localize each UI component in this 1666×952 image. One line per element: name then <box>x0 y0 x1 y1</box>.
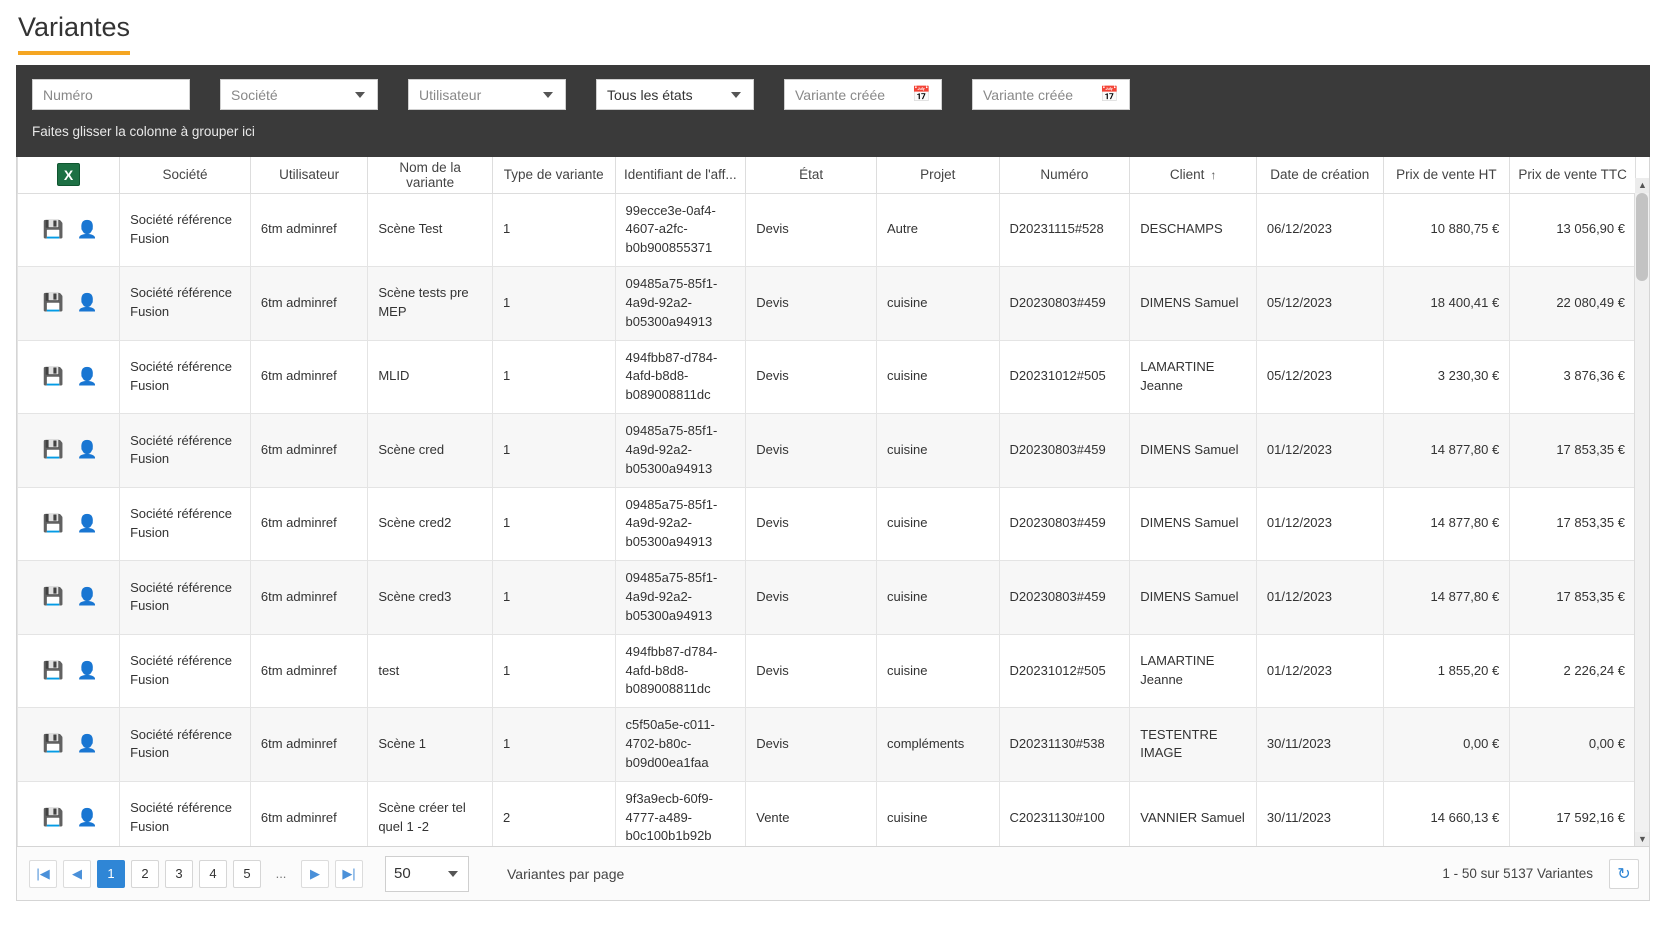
cell-nom: Scène 1 <box>368 708 493 782</box>
cell-projet: compléments <box>876 708 999 782</box>
cell-nom: test <box>368 634 493 708</box>
cell-type: 1 <box>492 708 615 782</box>
cell-numero: D20230803#459 <box>999 561 1130 635</box>
cell-prix-ttc: 2 226,24 € <box>1510 634 1636 708</box>
page-button-3[interactable]: 3 <box>165 860 193 888</box>
cell-prix-ttc: 17 853,35 € <box>1510 561 1636 635</box>
numero-input-placeholder: Numéro <box>43 86 93 103</box>
cell-utilisateur: 6tm adminref <box>250 193 367 267</box>
col-prix-ttc[interactable]: Prix de vente TTC <box>1510 157 1636 193</box>
societe-select[interactable] <box>220 79 378 110</box>
col-date-creation[interactable]: Date de création <box>1256 157 1383 193</box>
cell-utilisateur: 6tm adminref <box>250 561 367 635</box>
prev-page-button[interactable]: ◀ <box>63 860 91 888</box>
cell-numero: D20231115#528 <box>999 193 1130 267</box>
cell-type: 1 <box>492 414 615 488</box>
cell-client: LAMARTINE Jeanne <box>1130 340 1257 414</box>
cell-nom: Scène créer tel quel 1 -2 <box>368 781 493 847</box>
sort-ascending-icon: ↑ <box>1210 168 1217 183</box>
last-page-button[interactable]: ▶| <box>335 860 363 888</box>
user-row-icon[interactable]: 👤 <box>76 219 98 239</box>
save-row-icon[interactable]: 💾 <box>42 808 64 828</box>
cell-societe: Société référence Fusion <box>120 193 251 267</box>
save-row-icon[interactable]: 💾 <box>42 660 64 680</box>
cell-client: LAMARTINE Jeanne <box>1130 634 1257 708</box>
grid-footer <box>16 847 1650 901</box>
cell-client: DESCHAMPS <box>1130 193 1257 267</box>
cell-societe: Société référence Fusion <box>120 781 251 847</box>
cell-projet: cuisine <box>876 634 999 708</box>
cell-type: 1 <box>492 561 615 635</box>
cell-utilisateur: 6tm adminref <box>250 487 367 561</box>
row-actions[interactable] <box>18 708 120 782</box>
cell-prix-ttc: 17 853,35 € <box>1510 414 1636 488</box>
row-actions[interactable] <box>18 781 120 847</box>
cell-numero: D20231012#505 <box>999 634 1130 708</box>
cell-prix-ht: 14 877,80 € <box>1383 414 1510 488</box>
user-row-icon[interactable]: 👤 <box>76 293 98 313</box>
cell-societe: Société référence Fusion <box>120 561 251 635</box>
cell-nom: Scène tests pre MEP <box>368 267 493 341</box>
col-identifiant[interactable]: Identifiant de l'aff... <box>615 157 746 193</box>
cell-etat: Devis <box>746 634 877 708</box>
date-from-placeholder: Variante créée <box>795 86 886 103</box>
scroll-up-icon[interactable]: ▲ <box>1635 178 1650 193</box>
table-row[interactable] <box>18 414 1636 488</box>
cell-prix-ttc: 22 080,49 € <box>1510 267 1636 341</box>
refresh-button[interactable]: ↻ <box>1609 859 1639 889</box>
row-actions[interactable] <box>18 414 120 488</box>
cell-nom: Scène cred2 <box>368 487 493 561</box>
export-column-header[interactable] <box>18 157 120 193</box>
cell-prix-ttc: 17 853,35 € <box>1510 487 1636 561</box>
table-header-row <box>18 157 1636 193</box>
cell-type: 1 <box>492 267 615 341</box>
cell-utilisateur: 6tm adminref <box>250 781 367 847</box>
table-body <box>18 193 1636 847</box>
table-row[interactable] <box>18 781 1636 847</box>
page-button-2[interactable]: 2 <box>131 860 159 888</box>
chevron-down-icon <box>448 871 458 877</box>
cell-prix-ttc: 0,00 € <box>1510 708 1636 782</box>
scrollbar-thumb[interactable] <box>1636 193 1648 281</box>
chevron-down-icon <box>355 92 365 98</box>
chevron-down-icon <box>543 92 553 98</box>
cell-prix-ht: 10 880,75 € <box>1383 193 1510 267</box>
cell-projet: cuisine <box>876 340 999 414</box>
cell-projet: cuisine <box>876 487 999 561</box>
save-row-icon[interactable]: 💾 <box>42 440 64 460</box>
per-page-label: Variantes par page <box>507 865 625 882</box>
cell-etat: Devis <box>746 708 877 782</box>
col-etat[interactable]: État <box>746 157 877 193</box>
cell-utilisateur: 6tm adminref <box>250 634 367 708</box>
records-summary: 1 - 50 sur 5137 Variantes <box>1442 866 1593 881</box>
etat-select-label: Tous les états <box>607 86 693 103</box>
cell-client: VANNIER Samuel <box>1130 781 1257 847</box>
variantes-table <box>17 157 1636 847</box>
cell-client: DIMENS Samuel <box>1130 267 1257 341</box>
cell-client: DIMENS Samuel <box>1130 414 1257 488</box>
cell-client: DIMENS Samuel <box>1130 487 1257 561</box>
row-actions[interactable] <box>18 193 120 267</box>
cell-identifiant: 09485a75-85f1-4a9d-92a2-b05300a94913 <box>615 267 746 341</box>
col-client[interactable] <box>1130 157 1257 193</box>
cell-identifiant: 99ecce3e-0af4-4607-a2fc-b0b900855371 <box>615 193 746 267</box>
etat-select[interactable] <box>596 79 754 110</box>
calendar-icon[interactable]: 📅 <box>1100 86 1119 103</box>
row-actions[interactable] <box>18 487 120 561</box>
numero-input[interactable] <box>32 79 190 110</box>
cell-numero: C20231130#100 <box>999 781 1130 847</box>
cell-nom: Scène Test <box>368 193 493 267</box>
cell-identifiant: 494fbb87-d784-4afd-b8d8-b089008811dc <box>615 340 746 414</box>
cell-nom: Scène cred3 <box>368 561 493 635</box>
cell-identifiant: 09485a75-85f1-4a9d-92a2-b05300a94913 <box>615 561 746 635</box>
cell-numero: D20230803#459 <box>999 414 1130 488</box>
cell-client: TESTENTRE IMAGE <box>1130 708 1257 782</box>
cell-etat: Devis <box>746 340 877 414</box>
vertical-scrollbar[interactable] <box>1634 180 1649 847</box>
utilisateur-select-label: Utilisateur <box>419 86 482 103</box>
filter-controls <box>32 79 1634 110</box>
cell-prix-ht: 14 877,80 € <box>1383 487 1510 561</box>
cell-prix-ht: 14 660,13 € <box>1383 781 1510 847</box>
col-numero[interactable]: Numéro <box>999 157 1130 193</box>
table-row[interactable] <box>18 487 1636 561</box>
first-page-button[interactable]: |◀ <box>29 860 57 888</box>
variantes-grid <box>16 157 1650 847</box>
user-row-icon[interactable]: 👤 <box>76 660 98 680</box>
cell-projet: cuisine <box>876 414 999 488</box>
cell-type: 1 <box>492 487 615 561</box>
cell-projet: Autre <box>876 193 999 267</box>
date-from-input[interactable] <box>784 79 942 110</box>
table-row[interactable] <box>18 340 1636 414</box>
cell-numero: D20230803#459 <box>999 267 1130 341</box>
cell-prix-ht: 18 400,41 € <box>1383 267 1510 341</box>
cell-numero: D20231130#538 <box>999 708 1130 782</box>
cell-etat: Devis <box>746 267 877 341</box>
cell-type: 1 <box>492 193 615 267</box>
col-nom-variante[interactable]: Nom de la variante <box>368 157 493 193</box>
save-row-icon[interactable]: 💾 <box>42 513 64 533</box>
row-actions[interactable] <box>18 561 120 635</box>
cell-etat: Devis <box>746 487 877 561</box>
date-to-input[interactable] <box>972 79 1130 110</box>
table-row[interactable] <box>18 634 1636 708</box>
user-row-icon[interactable]: 👤 <box>76 808 98 828</box>
cell-date: 06/12/2023 <box>1256 193 1383 267</box>
cell-societe: Société référence Fusion <box>120 267 251 341</box>
cell-identifiant: 09485a75-85f1-4a9d-92a2-b05300a94913 <box>615 487 746 561</box>
cell-identifiant: 09485a75-85f1-4a9d-92a2-b05300a94913 <box>615 414 746 488</box>
page-header <box>0 0 1666 55</box>
save-row-icon[interactable]: 💾 <box>42 293 64 313</box>
cell-date: 01/12/2023 <box>1256 561 1383 635</box>
cell-projet: cuisine <box>876 267 999 341</box>
cell-type: 1 <box>492 340 615 414</box>
cell-prix-ttc: 3 876,36 € <box>1510 340 1636 414</box>
user-row-icon[interactable]: 👤 <box>76 366 98 386</box>
page-size-select[interactable] <box>385 856 469 892</box>
cell-date: 01/12/2023 <box>1256 634 1383 708</box>
cell-date: 01/12/2023 <box>1256 414 1383 488</box>
row-actions[interactable] <box>18 340 120 414</box>
cell-numero: D20231012#505 <box>999 340 1130 414</box>
chevron-down-icon <box>731 92 741 98</box>
page-button-1[interactable]: 1 <box>97 860 125 888</box>
cell-societe: Société référence Fusion <box>120 340 251 414</box>
cell-identifiant: 494fbb87-d784-4afd-b8d8-b089008811dc <box>615 634 746 708</box>
cell-identifiant: c5f50a5e-c011-4702-b80c-b09d00ea1faa <box>615 708 746 782</box>
cell-numero: D20230803#459 <box>999 487 1130 561</box>
pagination <box>29 860 363 888</box>
cell-type: 2 <box>492 781 615 847</box>
utilisateur-select[interactable] <box>408 79 566 110</box>
next-page-button[interactable]: ▶ <box>301 860 329 888</box>
excel-export-icon[interactable]: X <box>57 163 80 186</box>
cell-date: 30/11/2023 <box>1256 708 1383 782</box>
col-utilisateur[interactable]: Utilisateur <box>250 157 367 193</box>
page-button-4[interactable]: 4 <box>199 860 227 888</box>
table-row[interactable] <box>18 708 1636 782</box>
table-row[interactable] <box>18 561 1636 635</box>
col-client-label: Client <box>1169 167 1205 183</box>
cell-utilisateur: 6tm adminref <box>250 267 367 341</box>
cell-prix-ttc: 13 056,90 € <box>1510 193 1636 267</box>
cell-utilisateur: 6tm adminref <box>250 414 367 488</box>
user-row-icon[interactable]: 👤 <box>76 440 98 460</box>
table-row[interactable] <box>18 267 1636 341</box>
societe-select-label: Société <box>231 86 278 103</box>
user-row-icon[interactable]: 👤 <box>76 587 98 607</box>
cell-etat: Devis <box>746 561 877 635</box>
cell-nom: Scène cred <box>368 414 493 488</box>
cell-identifiant: 9f3a9ecb-60f9-4777-a489-b0c100b1b92b <box>615 781 746 847</box>
page-title: Variantes <box>18 12 131 42</box>
cell-societe: Société référence Fusion <box>120 487 251 561</box>
row-actions[interactable] <box>18 634 120 708</box>
col-projet[interactable]: Projet <box>876 157 999 193</box>
cell-projet: cuisine <box>876 561 999 635</box>
scroll-down-icon[interactable]: ▼ <box>1635 832 1650 847</box>
cell-date: 05/12/2023 <box>1256 267 1383 341</box>
title-underline <box>18 51 130 55</box>
calendar-icon[interactable]: 📅 <box>912 86 931 103</box>
cell-societe: Société référence Fusion <box>120 414 251 488</box>
cell-date: 01/12/2023 <box>1256 487 1383 561</box>
cell-prix-ht: 0,00 € <box>1383 708 1510 782</box>
cell-utilisateur: 6tm adminref <box>250 708 367 782</box>
cell-societe: Société référence Fusion <box>120 634 251 708</box>
cell-etat: Vente <box>746 781 877 847</box>
table-row[interactable] <box>18 193 1636 267</box>
page-size-value: 50 <box>394 865 411 882</box>
cell-client: DIMENS Samuel <box>1130 561 1257 635</box>
cell-date: 05/12/2023 <box>1256 340 1383 414</box>
cell-projet: cuisine <box>876 781 999 847</box>
cell-prix-ht: 1 855,20 € <box>1383 634 1510 708</box>
cell-prix-ht: 3 230,30 € <box>1383 340 1510 414</box>
cell-nom: MLID <box>368 340 493 414</box>
group-drop-hint[interactable]: Faites glisser la colonne à grouper ici <box>32 124 255 139</box>
col-type-variante[interactable]: Type de variante <box>492 157 615 193</box>
cell-utilisateur: 6tm adminref <box>250 340 367 414</box>
col-prix-ht[interactable]: Prix de vente HT <box>1383 157 1510 193</box>
user-row-icon[interactable]: 👤 <box>76 513 98 533</box>
save-row-icon[interactable]: 💾 <box>42 219 64 239</box>
cell-etat: Devis <box>746 414 877 488</box>
cell-societe: Société référence Fusion <box>120 708 251 782</box>
user-row-icon[interactable]: 👤 <box>76 734 98 754</box>
col-societe[interactable]: Société <box>120 157 251 193</box>
row-actions[interactable] <box>18 267 120 341</box>
cell-type: 1 <box>492 634 615 708</box>
save-row-icon[interactable]: 💾 <box>42 734 64 754</box>
date-to-placeholder: Variante créée <box>983 86 1074 103</box>
cell-prix-ttc: 17 592,16 € <box>1510 781 1636 847</box>
page-button-5[interactable]: 5 <box>233 860 261 888</box>
save-row-icon[interactable]: 💾 <box>42 587 64 607</box>
cell-etat: Devis <box>746 193 877 267</box>
page-ellipsis: ... <box>275 866 287 881</box>
save-row-icon[interactable]: 💾 <box>42 366 64 386</box>
cell-prix-ht: 14 877,80 € <box>1383 561 1510 635</box>
cell-date: 30/11/2023 <box>1256 781 1383 847</box>
filter-bar <box>16 65 1650 157</box>
